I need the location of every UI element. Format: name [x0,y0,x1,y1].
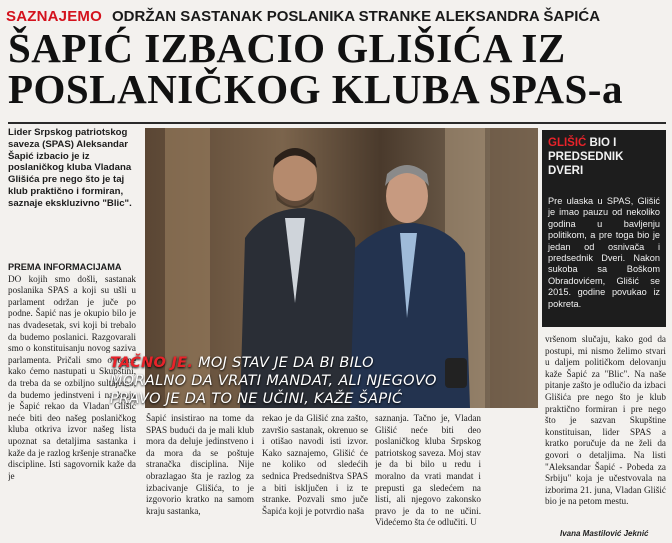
lead-paragraph: Lider Srpskog patriotskog saveza (SPAS) Aleksandar Šapić izbacio je iz poslaničkog kluba Vladana Glišića pre nego što je taj klub praktično i formiran, saznaje ekskluzivno "Blic". [8,127,132,209]
byline: Ivana Mastilović Jeknić [560,529,649,538]
quote-text: MOJ STAV JE DA BI BILO MORALNO DA VRATI MANDAT, ALI NJEGOVO PRAVO JE DA TO NE UČINI, KAŽE ŠAPIĆ [110,355,437,407]
quote-lead: TAČNO JE. [110,355,194,371]
sidebar-title [548,134,660,178]
body-column-1-text: DO kojih smo došli, sastanak poslanika SPAS a koji su ušli u parlament održan je juče po podne. Šapić nas je okupio bilo je nas dvadesetak, svi koji bi trebalo da budemo poslanici. Razgovarali smo o konstituisanju novog saziva parlamenta. Pričali smo o tome kako ćemo nastupati u Skupštini, da treba da se ozbiljno sultajemo, da budemo jedinstveni i na kraju je Šapić rekao da Vladan Glišić neće biti deo našeg poslaničkog kluba otkriva izvor našeg lista upoznat sa detaljima sastanka i kaže da je razlog kršenje stranačke discipline. Isti sagovornik kaže da je [8,273,136,481]
sidebar-box [542,130,666,327]
headline [8,25,668,112]
body-column-3: rekao je da Glišić zna zašto, završio sastanak, okrenuo se i otišao navodi isti izvor. Kako saznajemo, Glišić će ne koliko od sledećih sednica Predsedništva SPAS a biti isključen i iz te stranke. Pozvali smo juče Šapića koji je potvrdio naša [262,413,368,516]
body-subhead: PREMA INFORMACIJAMA [8,262,122,272]
headline-line-1: ŠAPIĆ IZBACIO GLIŠIĆA IZ [8,25,566,71]
sidebar-text: Pre ulaska u SPAS, Glišić je imao pauzu od nekoliko godina u bavljenju politikom, a pre toga bio je jedan od osnivača i predsednik Dveri. Nakon sukoba sa Boškom Obradovićem, Glišić se 2015. godine povukao iz pokreta. [548,196,660,309]
body-column-4: saznanja. Tačno je, Vladan Glišić neće biti deo poslaničkog kluba Srpskog patriotskog saveza. Moj stav je da bi bilo u redu i moralno da vrati mandat i prepusti ga sledećem na listi, ali njegovo zakonsko pravo je da to ne učini. Videćemo šta će odlučiti. U [375,413,481,528]
divider [8,122,666,124]
body-column-2: Šapić insistirao na tome da SPAS budući da je mali klub mora da deluje jedinstveno i da mora da se poštuje stranačka disciplina. Nije obrazlagao šta je razlog za izbacivanje Glišića, to je izgovorio kratko na samom kraju sastanka, [146,413,254,516]
kicker-text: ODRŽAN SASTANAK POSLANIKA STRANKE ALEKSANDRA ŠAPIĆA [111,7,601,25]
sidebar-title-rest: BIO I PREDSEDNIK DVERI [548,137,624,177]
sidebar-title-highlight: GLIŠIĆ [548,137,587,149]
kicker-tag: SAZNAJEMO [6,7,102,25]
headline-line-2: POSLANIČKOG KLUBA SPAS-a [8,66,623,112]
photo-caption-quote [110,354,450,408]
body-column-5: vršenom slučaju, kako god da postupi, mi nismo želimo stvari u daljem političkom delovanju kaže Šapić za "Blic". Na naše pitanje zašto je odlučio da izbaci Glišića pre nego što je klub praktično formiran i pre nego što je sazvan Skupštine konstituisan, lider SPAS a kratko poručuje da ne želi da govori o detaljima. Na listi "Aleksandar Šapić - Pobeda za Srbiju" koja je učestvovala na izborima 21. juna, Vladan Glišić bio je na petom mestu. [545,334,666,507]
